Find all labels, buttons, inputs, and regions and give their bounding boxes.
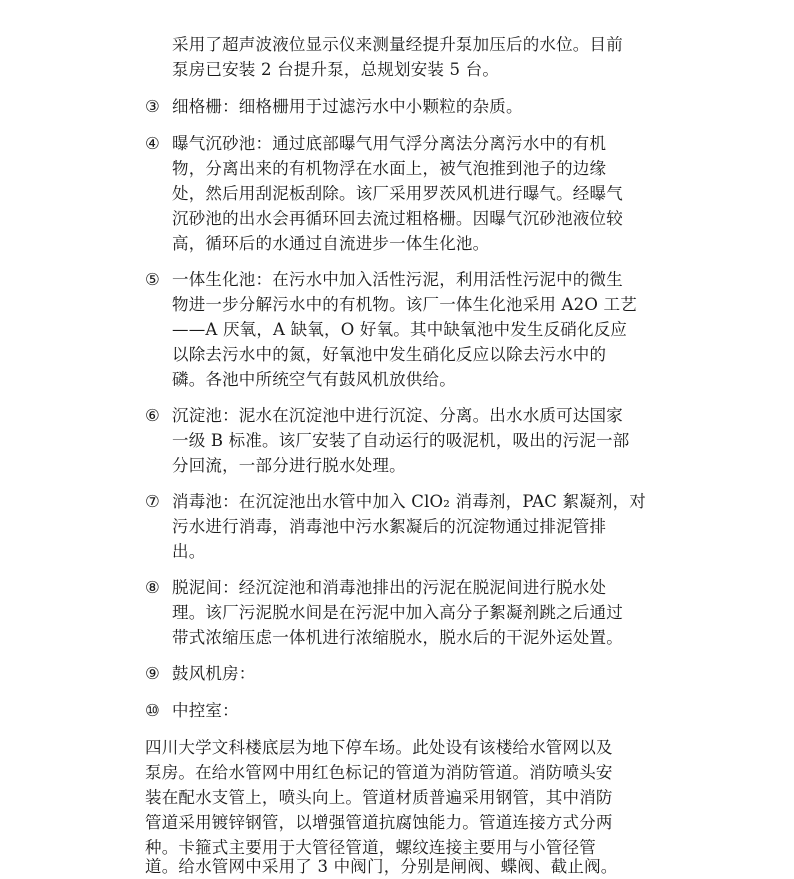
text-line: 细格栅：细格栅用于过滤污水中小颗粒的杂质。 <box>172 97 523 116</box>
list-marker: ⑧ <box>145 578 160 597</box>
text-line: 中控室： <box>172 701 239 720</box>
text-line: 鼓风机房： <box>172 664 256 683</box>
text-line: 出。 <box>172 542 206 561</box>
text-line: 管道采用镀锌钢管，以增强管道抗腐蚀能力。管道连接方式分两 <box>145 813 613 832</box>
text-line: ——A 厌氧，A 缺氧，O 好氧。其中缺氧池中发生反硝化反应 <box>172 320 628 339</box>
text-line: 四川大学文科楼底层为地下停车场。此处设有该楼给水管网以及 <box>145 738 613 757</box>
text-line: 采用了超声波液位显示仪来测量经提升泵加压后的水位。目前 <box>172 35 623 54</box>
text-line: 种。卡箍式主要用于大管径管道，螺纹连接主要用与小管径管 <box>145 838 596 857</box>
list-marker: ③ <box>145 97 160 116</box>
text-line: 处，然后用刮泥板刮除。该厂采用罗茨风机进行曝气。经曝气 <box>172 184 623 203</box>
list-marker: ⑩ <box>145 701 160 720</box>
list-marker: ⑤ <box>145 270 160 289</box>
text-line: 污水进行消毒，消毒池中污水絮凝后的沉淀物通过排泥管排 <box>172 517 607 536</box>
text-line: 沉淀池：泥水在沉淀池中进行沉淀、分离。出水水质可达国家 <box>172 406 623 425</box>
text-line: 物进一步分解污水中的有机物。该厂一体生化池采用 A2O 工艺 <box>172 295 637 314</box>
text-line: 一级 B 标准。该厂安装了自动运行的吸泥机，吸出的污泥一部 <box>172 431 630 450</box>
text-line: 脱泥间：经沉淀池和消毒池排出的污泥在脱泥间进行脱水处 <box>172 578 607 597</box>
text-line: 一体生化池：在污水中加入活性污泥，利用活性污泥中的微生 <box>172 270 623 289</box>
text-line: 沉砂池的出水会再循环回去流过粗格栅。因曝气沉砂池液位较 <box>172 209 623 228</box>
list-marker: ⑥ <box>145 406 160 425</box>
text-line: 带式浓缩压虑一体机进行浓缩脱水，脱水后的干泥外运处置。 <box>172 628 623 647</box>
text-line: 装在配水支管上，喷头向上。管道材质普遍采用钢管，其中消防 <box>145 788 613 807</box>
list-marker: ⑦ <box>145 492 160 511</box>
text-line: 消毒池：在沉淀池出水管中加入 ClO₂ 消毒剂，PAC 絮凝剂，对 <box>172 492 647 511</box>
text-line: 道。给水管网中采用了 3 中阀门，分别是闸阀、蝶阀、截止阀。 <box>145 857 618 876</box>
text-line: 高，循环后的水通过自流进步一体生化池。 <box>172 234 490 253</box>
text-line: 曝气沉砂池：通过底部曝气用气浮分离法分离污水中的有机 <box>172 134 607 153</box>
text-line: 物，分离出来的有机物浮在水面上，被气泡推到池子的边缘 <box>172 159 607 178</box>
text-line: 理。该厂污泥脱水间是在污泥中加入高分子絮凝剂跳之后通过 <box>172 603 623 622</box>
text-line: 分回流，一部分进行脱水处理。 <box>172 456 406 475</box>
text-line: 以除去污水中的氮，好氧池中发生硝化反应以除去污水中的 <box>172 345 607 364</box>
text-line: 泵房。在给水管网中用红色标记的管道为消防管道。消防喷头安 <box>145 763 613 782</box>
text-line: 磷。各池中所统空气有鼓风机放供给。 <box>172 370 456 389</box>
list-marker: ⑨ <box>145 664 160 683</box>
text-line: 泵房已安装 2 台提升泵，总规划安装 5 台。 <box>172 60 500 79</box>
list-marker: ④ <box>145 134 160 153</box>
